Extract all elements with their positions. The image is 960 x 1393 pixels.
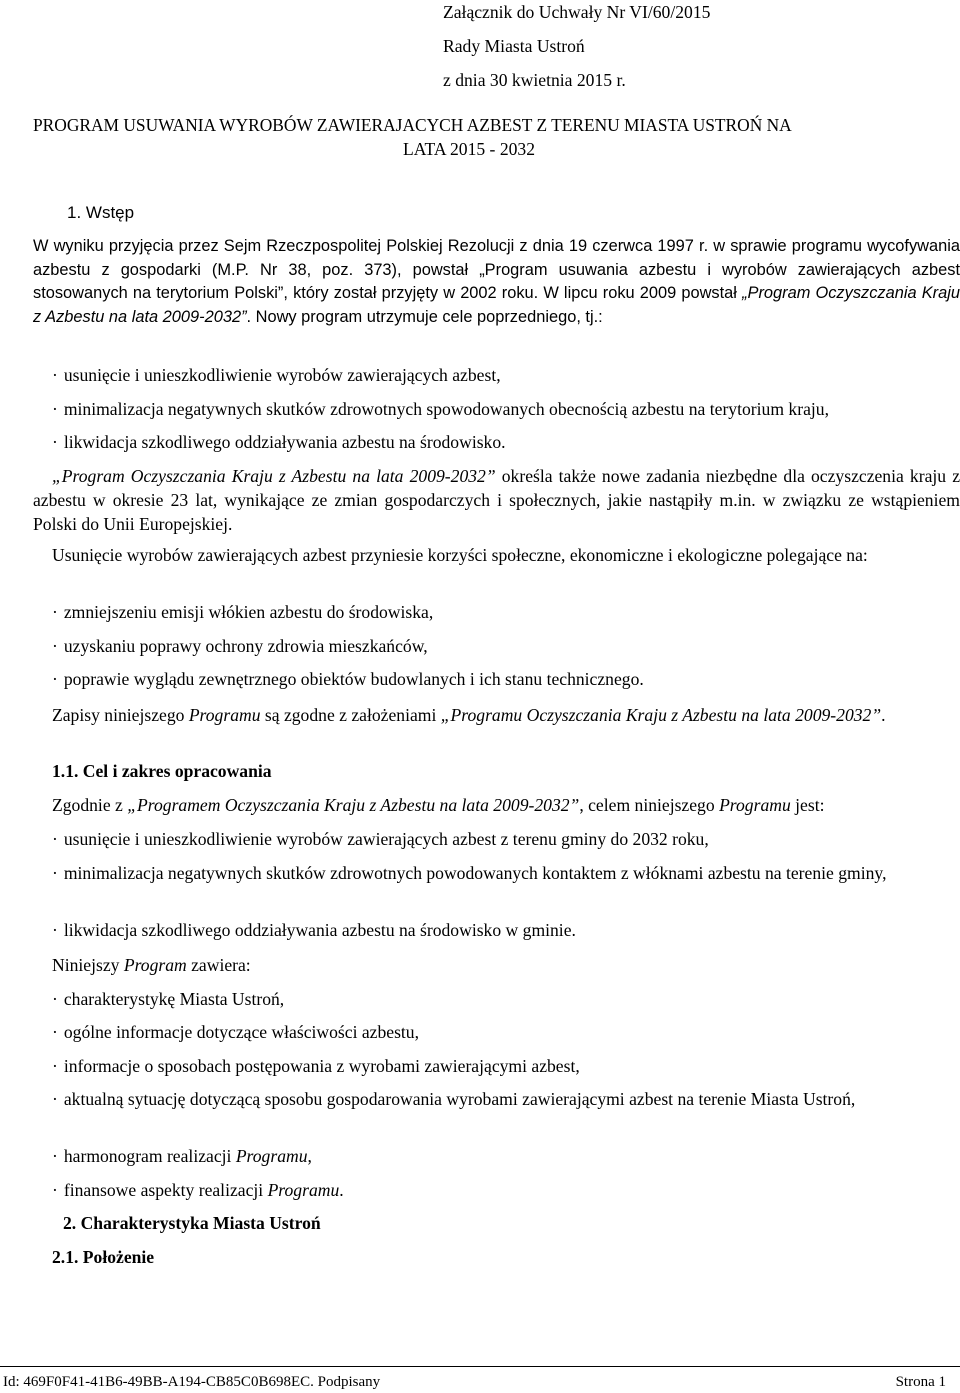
list-item-text: usunięcie i unieszkodliwienie wyrobów zawierających azbest z terenu gminy do 2032 roku, — [63, 829, 709, 849]
bullet-dot: · — [52, 989, 58, 1009]
header-date-line: z dnia 30 kwietnia 2015 r. — [443, 70, 626, 90]
list-item-text: minimalizacja negatywnych skutków zdrowotnych powodowanych kontaktem z włóknami azbestu na terenie gminy, — [63, 863, 887, 883]
goals-program-title: „Programem Oczyszczania Kraju z Azbestu na lata 2009-2032” — [127, 795, 580, 815]
compliance-program-word: Programu — [188, 705, 261, 725]
compliance-text-e: . — [881, 705, 886, 725]
intro-program-title: „Program Oczyszczania Kraju z Azbestu na lata 2009-2032” — [33, 284, 960, 326]
bullet-dot: · — [52, 829, 58, 849]
bullet-dot: · — [52, 365, 58, 385]
contents-program-word: Program — [123, 955, 187, 975]
list-item — [52, 634, 428, 658]
list-item-text: poprawie wyglądu zewnętrznego obiektów budowlanych i ich stanu technicznego. — [63, 669, 644, 689]
bullet-dot: · — [52, 1089, 58, 1109]
fin-text-a: finansowe aspekty realizacji — [63, 1180, 268, 1200]
bullet-dot: · — [52, 636, 58, 656]
bullet-dot: · — [52, 1146, 58, 1166]
list-item-text: informacje o sposobach postępowania z wyrobami zawierającymi azbest, — [63, 1056, 580, 1076]
list-item — [33, 861, 960, 885]
list-item — [52, 1178, 344, 1202]
harm-text-a: harmonogram realizacji — [63, 1146, 236, 1166]
compliance-text-a: Zapisy niniejszego — [52, 705, 189, 725]
bullet-dot: · — [52, 602, 58, 622]
list-item-text: ogólne informacje dotyczące właściwości azbestu, — [63, 1022, 420, 1042]
goals-text-a: Zgodnie z — [52, 795, 128, 815]
list-item — [33, 1087, 960, 1111]
list-item — [52, 363, 501, 387]
compliance-program-title: „Programu Oczyszczania Kraju z Azbestu na lata 2009-2032” — [440, 705, 882, 725]
intro-text-b: W lipcu roku 2009 powstał — [538, 284, 743, 302]
list-item — [52, 827, 709, 851]
fin-program-word: Programu — [267, 1180, 340, 1200]
bullet-dot: · — [52, 1056, 58, 1076]
list-item — [52, 397, 829, 421]
harm-text-c: , — [307, 1146, 312, 1166]
goals-text-e: jest: — [790, 795, 825, 815]
footer-page-number: Strona 1 — [895, 1374, 946, 1390]
program-description-text: określa także nowe zadania niezbędne dla oczyszczenia kraju z azbestu w okresie 23 lat, wynikające ze zmian gospodarczych i społecznych, jakie nastąpiły m.in. w związku ze wstąpieniem Polski do Unii Europejskiej. — [33, 466, 960, 534]
compliance-text-c: są zgodne z założeniami — [260, 705, 441, 725]
bullet-dot: · — [52, 920, 58, 940]
list-item — [52, 600, 433, 624]
section-heading-cel-i-zakres: 1.1. Cel i zakres opracowania — [52, 761, 272, 781]
contents-intro-paragraph — [52, 953, 251, 977]
document-title-line1: PROGRAM USUWANIA WYROBÓW ZAWIERAJACYCH AZBEST Z TERENU MIASTA USTROŃ NA — [33, 115, 792, 135]
bullet-dot: · — [52, 863, 58, 883]
list-item — [52, 918, 576, 942]
list-item-text: charakterystykę Miasta Ustroń, — [63, 989, 285, 1009]
list-item-text: uzyskaniu poprawy ochrony zdrowia mieszkańców, — [63, 636, 428, 656]
bullet-dot: · — [52, 669, 58, 689]
list-item — [52, 987, 284, 1011]
intro-text-d: . Nowy program utrzymuje cele poprzedniego, tj.: — [246, 307, 603, 326]
bullet-dot: · — [52, 1180, 58, 1200]
list-item-text: usunięcie i unieszkodliwienie wyrobów zawierających azbest, — [63, 365, 501, 385]
list-item-text: zmniejszeniu emisji włókien azbestu do środowiska, — [63, 602, 434, 622]
contents-text-c: zawiera: — [186, 955, 251, 975]
intro-text-a: W wyniku przyjęcia przez Sejm Rzeczpospolitej Polskiej Rezolucji z dnia 19 czerwca 1997 r. w sprawie programu wycofywania azbestu z gospodarki (M.P. Nr 38, poz. 373), powstał „Program usuwania azbestu i wyrobów zawierających azbest stosowanych na terytorium Polski”, który został przyjęty w 2002 roku. — [33, 237, 960, 302]
compliance-paragraph — [33, 703, 960, 727]
document-title-line2: LATA 2015 - 2032 — [403, 139, 536, 159]
harm-program-word: Programu — [235, 1146, 308, 1166]
list-item — [52, 430, 506, 454]
list-item — [52, 1144, 312, 1168]
footer-divider — [0, 1366, 960, 1367]
list-item-text: aktualną sytuację dotyczącą sposobu gospodarowania wyrobami zawierającymi azbest na terenie Miasta Ustroń, — [63, 1089, 856, 1109]
section-heading-charakterystyka: 2. Charakterystyka Miasta Ustroń — [63, 1213, 321, 1233]
bullet-dot: · — [52, 432, 58, 452]
section-heading-wstep: 1. Wstęp — [67, 203, 135, 222]
header-attachment-line: Załącznik do Uchwały Nr VI/60/2015 — [443, 2, 711, 22]
intro-paragraph — [33, 235, 960, 329]
benefits-paragraph: Usunięcie wyrobów zawierających azbest przyniesie korzyści społeczne, ekonomiczne i ekologiczne polegające na: — [52, 545, 868, 565]
list-item — [52, 667, 644, 691]
list-item-text: likwidacja szkodliwego oddziaływania azbestu na środowisko. — [63, 432, 506, 452]
list-item-text: likwidacja szkodliwego oddziaływania azbestu na środowisko w gminie. — [63, 920, 576, 940]
section-heading-polozenie: 2.1. Położenie — [52, 1247, 155, 1267]
fin-text-c: . — [339, 1180, 344, 1200]
footer-document-id: Id: 469F0F41-41B6-49BB-A194-CB85C0B698EC. Podpisany — [3, 1374, 381, 1390]
contents-text-a: Niniejszy — [52, 955, 124, 975]
goals-text-c: , celem niniejszego — [579, 795, 720, 815]
program-title-italic: „Program Oczyszczania Kraju z Azbestu na lata 2009-2032” — [52, 466, 496, 486]
goals-intro-paragraph — [52, 793, 960, 817]
list-item — [52, 1054, 580, 1078]
bullet-dot: · — [52, 1022, 58, 1042]
bullet-dot: · — [52, 399, 58, 419]
list-item-text: minimalizacja negatywnych skutków zdrowotnych spowodowanych obecnością azbestu na terytorium kraju, — [63, 399, 829, 419]
program-description-paragraph — [33, 464, 960, 536]
list-item — [52, 1020, 419, 1044]
goals-program-word: Programu — [719, 795, 791, 815]
header-council-line: Rady Miasta Ustroń — [443, 36, 585, 56]
